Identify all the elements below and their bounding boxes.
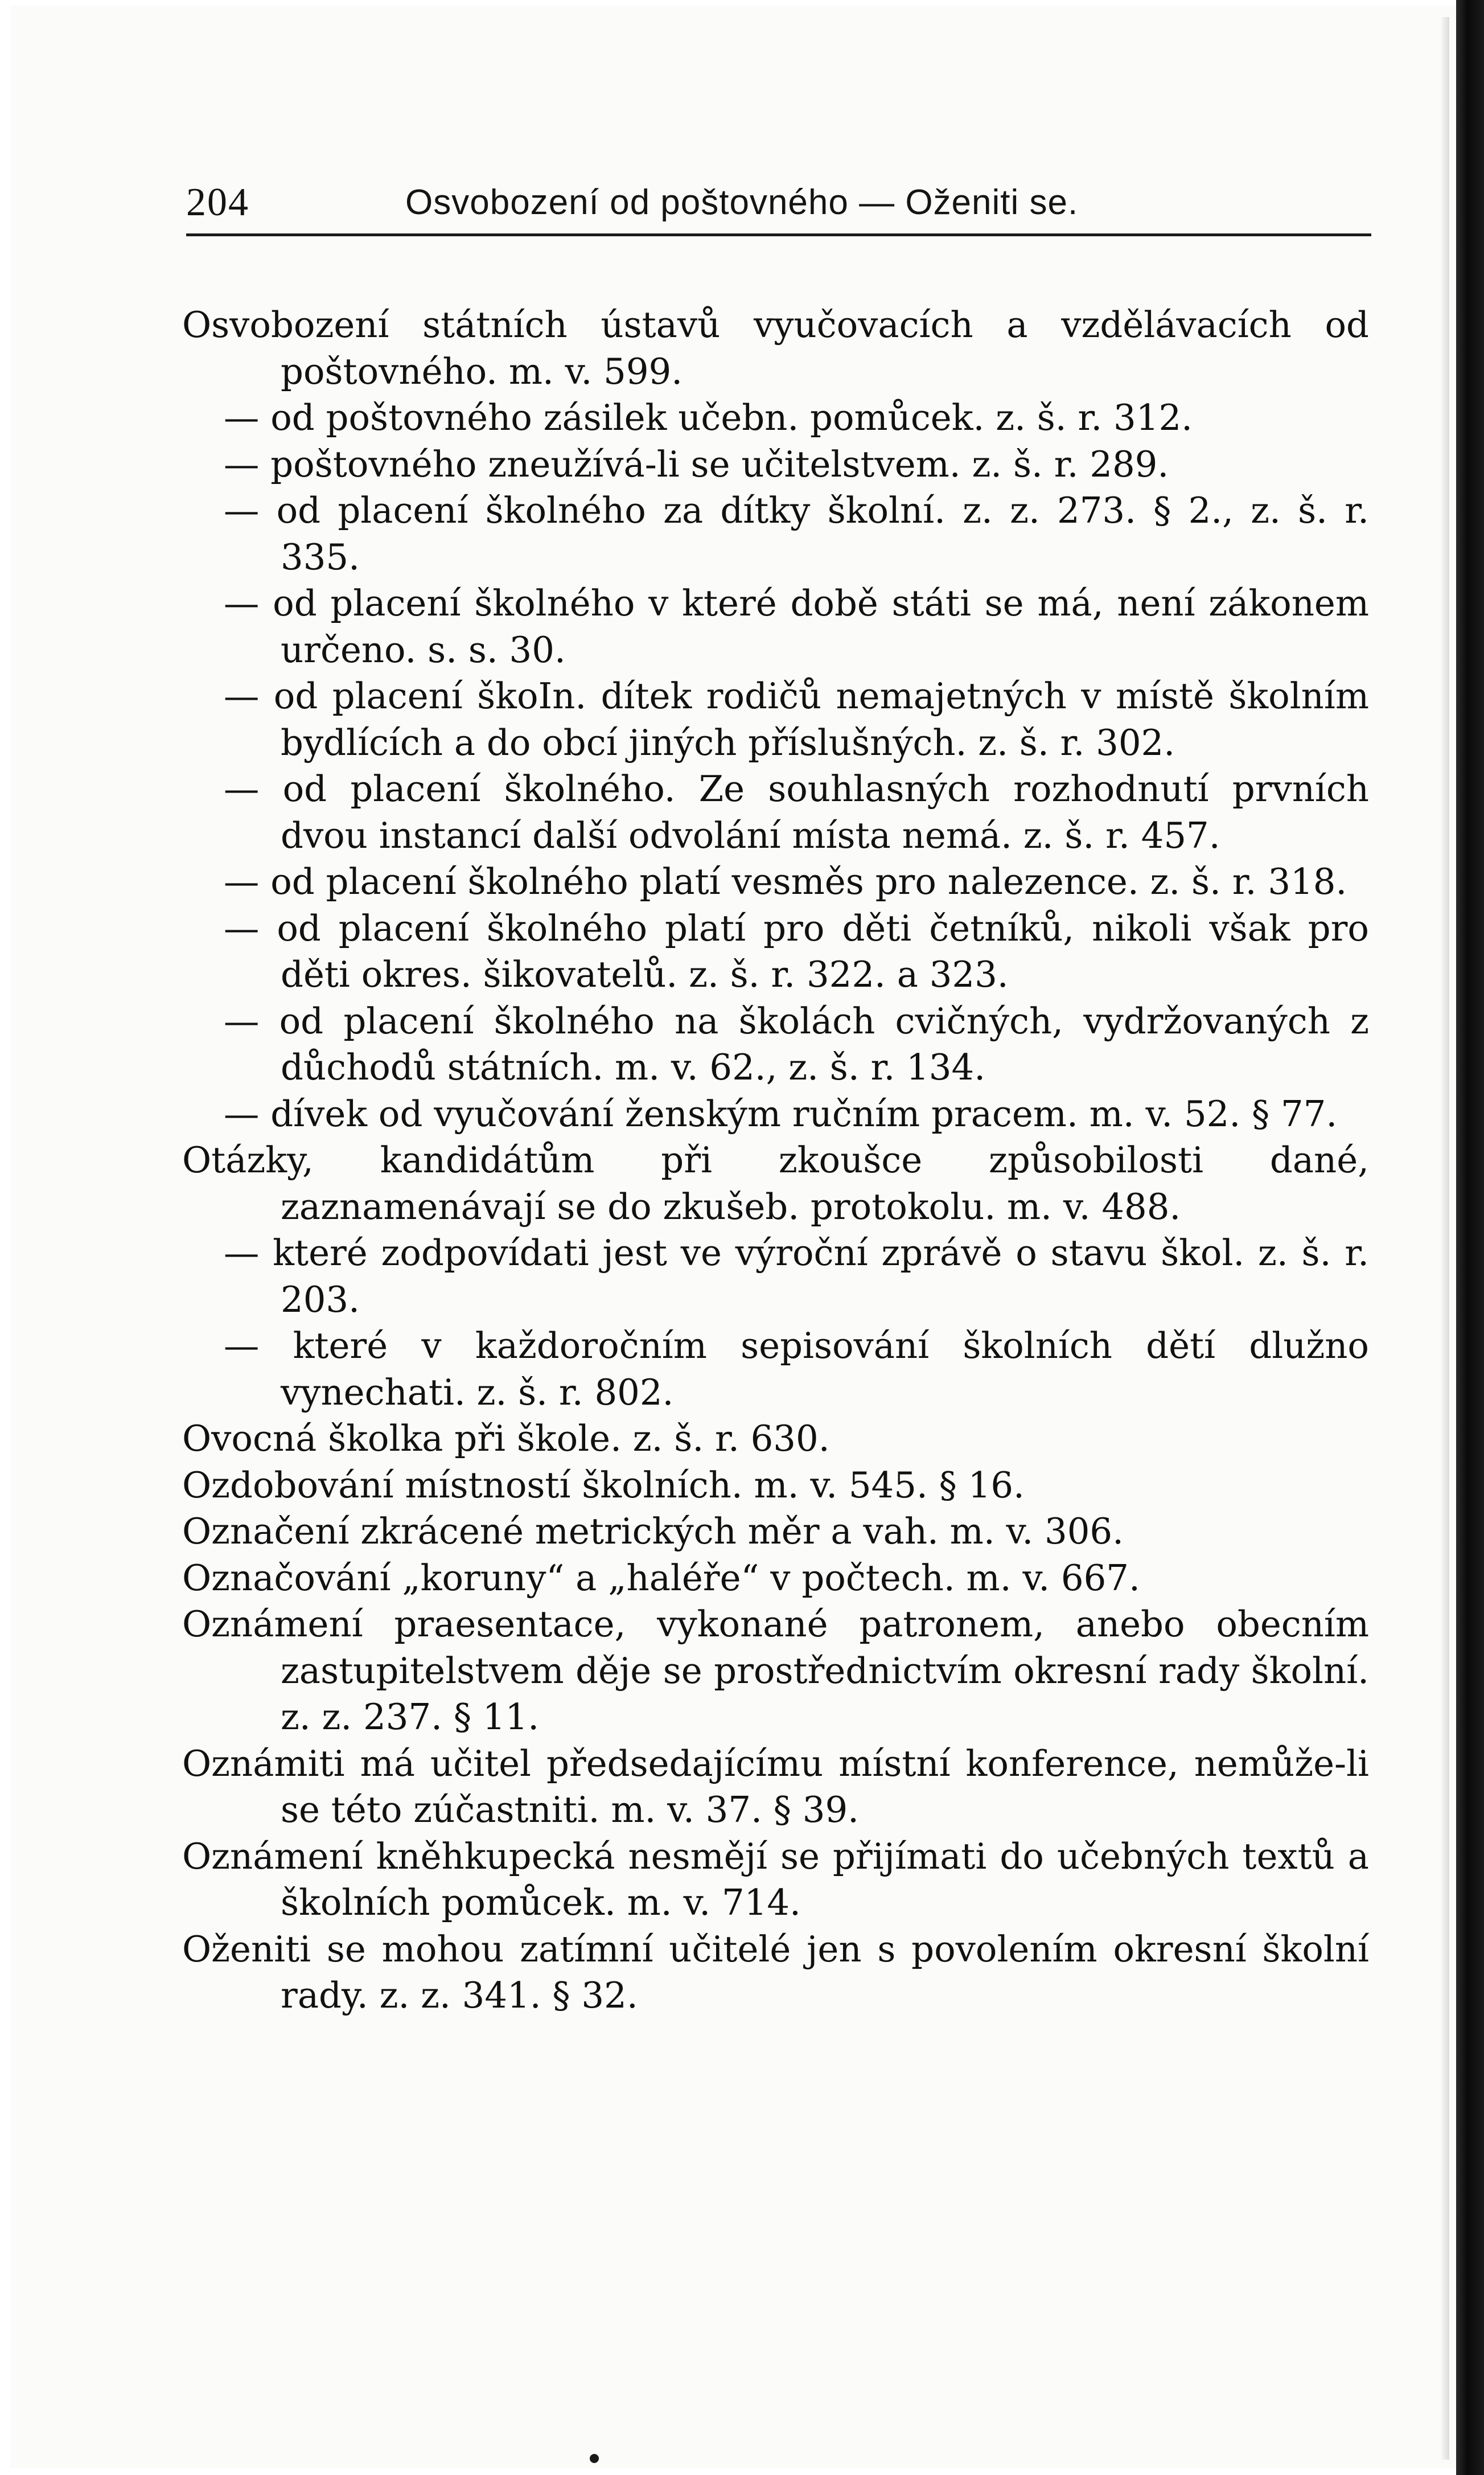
index-subentry: — od placení škoIn. dítek rodičů nemajetných v místě školním bydlících a do obcí jiných příslušných. z. š. r. 302. bbox=[224, 675, 1369, 764]
index-subentry: — od placení školného na školách cvičných, vydržovaných z důchodů státních. m. v. 62., z. š. r. 134. bbox=[224, 1000, 1369, 1088]
index-entry: Označování „koruny“ a „haléře“ v počtech. m. v. 667. bbox=[182, 1557, 1140, 1599]
page-edge-shadow bbox=[1441, 17, 1449, 2460]
index-entry: Otázky, kandidátům při zkoušce způsobilosti dané, zaznamenávají se do zkušeb. protokolu. m. v. 488. bbox=[182, 1139, 1369, 1228]
index-subentry: — od placení školného platí pro děti četníků, nikoli však pro děti okres. šikovatelů. z. š. r. 322. a 323. bbox=[224, 907, 1369, 995]
index-entry: Oznámiti má učitel předsedajícímu místní konference, nemůže-li se této zúčastniti. m. v. 37. § 39. bbox=[182, 1742, 1369, 1830]
running-header bbox=[186, 171, 1371, 236]
index-subentry: — od poštovného zásilek učebn. pomůcek. z. š. r. 312. bbox=[224, 397, 1193, 438]
index-subentry: — od placení školného za dítky školní. z. z. 273. § 2., z. š. r. 335. bbox=[224, 490, 1369, 578]
index-entry: Oznámení praesentace, vykonané patronem, anebo obecním zastupitelstvem děje se prostřednictvím okresní rady školní. z. z. 237. § 11. bbox=[182, 1603, 1369, 1738]
index-entry: Oznámení kněhkupecká nesmějí se přijímati do učebných textů a školních pomůcek. m. v. 714. bbox=[182, 1835, 1369, 1923]
index-subentry: — poštovného zneužívá-li se učitelstvem. z. š. r. 289. bbox=[224, 443, 1169, 485]
index-subentry: — od placení školného v které době státi se má, není zákonem určeno. s. s. 30. bbox=[224, 582, 1369, 671]
header-rule bbox=[186, 233, 1371, 236]
index-subentry: — od placení školného. Ze souhlasných rozhodnutí prvních dvou instancí další odvolání místa nemá. z. š. r. 457. bbox=[224, 768, 1369, 856]
page-number: 204 bbox=[186, 180, 249, 224]
book-binding-edge bbox=[1456, 0, 1484, 2475]
index-subentry: — dívek od vyučování ženským ručním pracem. m. v. 52. § 77. bbox=[224, 1093, 1338, 1135]
index-subentry: — od placení školného platí vesměs pro nalezence. z. š. r. 318. bbox=[224, 861, 1347, 902]
index-entry: Oženiti se mohou zatímní učitelé jen s povolením okresní školní rady. z. z. 341. § 32. bbox=[182, 1928, 1369, 2016]
index-entry: Ozdobování místností školních. m. v. 545. § 16. bbox=[182, 1464, 1025, 1506]
index-subentry: — které zodpovídati jest ve výroční zprávě o stavu škol. z. š. r. 203. bbox=[224, 1232, 1369, 1320]
print-speck bbox=[590, 2454, 599, 2463]
index-entries bbox=[182, 302, 1369, 2019]
index-subentry: — které v každoročním sepisování školních dětí dlužno vynechati. z. š. r. 802. bbox=[224, 1325, 1369, 1413]
index-entry: Osvobození státních ústavů vyučovacích a vzdělávacích od poštovného. m. v. 599. bbox=[182, 304, 1369, 392]
index-entry: Označení zkrácené metrických měr a vah. m. v. 306. bbox=[182, 1511, 1124, 1552]
running-title: Osvobození od poštovného — Oženiti se. bbox=[405, 183, 1079, 222]
index-entry: Ovocná školka při škole. z. š. r. 630. bbox=[182, 1418, 830, 1459]
